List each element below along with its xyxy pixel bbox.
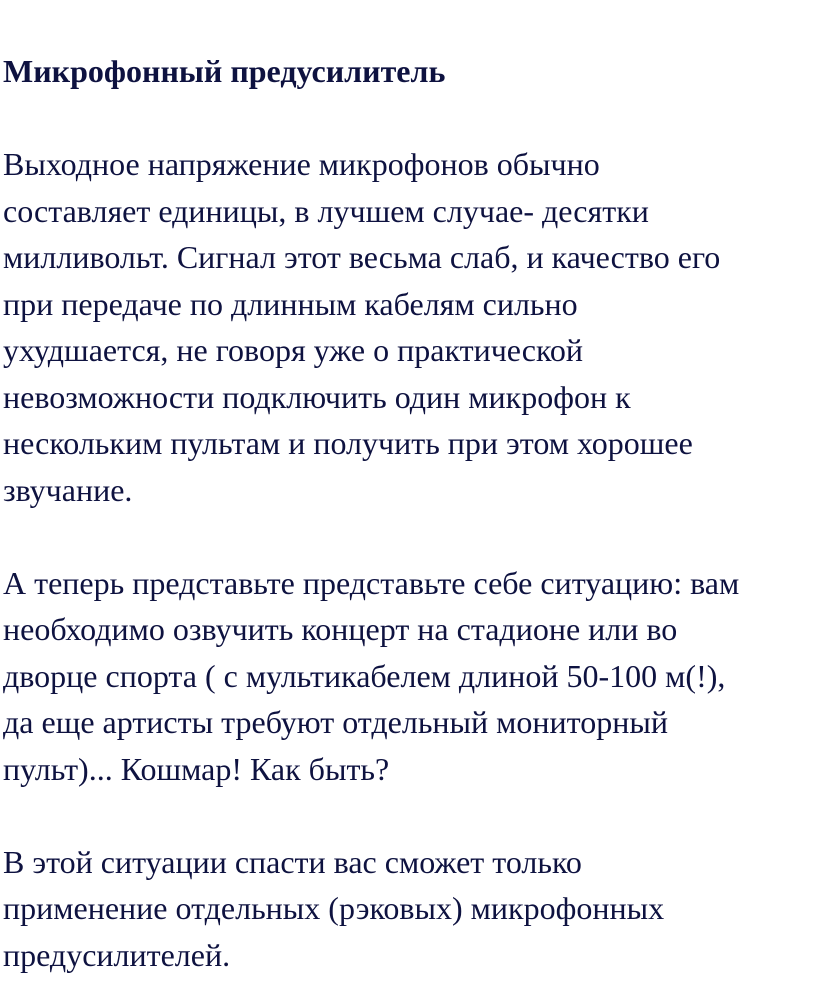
text-line: ухудшается, не говоря уже о практической xyxy=(3,332,584,368)
text-line: А теперь представьте представьте себе ситуацию: вам xyxy=(3,564,740,601)
text-line: составляет единицы, в лучшем случае- десятки xyxy=(3,192,649,229)
spacer xyxy=(3,95,813,142)
paragraph-2 xyxy=(3,560,813,793)
text-line: невозможности подключить один микрофон к xyxy=(3,378,631,415)
text-line: В этой ситуации спасти вас сможет только xyxy=(3,843,582,880)
text-line: применение отдельных (рэковых) микрофонных xyxy=(3,890,665,926)
text-line: нескольким пультам и получить при этом хорошее xyxy=(3,425,693,461)
document-body xyxy=(3,48,813,978)
text-line: предусилителей. xyxy=(3,936,231,973)
text-line: дворце спорта ( с мультикабелем длиной 50-100 м(!), xyxy=(3,657,726,694)
spacer xyxy=(3,513,813,560)
text-line: необходимо озвучить концерт на стадионе или во xyxy=(3,611,678,647)
text-line: звучание. xyxy=(3,471,133,508)
spacer xyxy=(3,792,813,839)
text-line: Выходное напряжение микрофонов обычно xyxy=(3,146,600,182)
paragraph-3 xyxy=(3,839,813,979)
text-line: да еще артисты требуют отдельный мониторный xyxy=(3,704,668,740)
text-line: при передаче по длинным кабелям сильно xyxy=(3,285,578,322)
text-line: милливольт. Сигнал этот весьма слаб, и качество его xyxy=(3,239,721,275)
text-line: пульт)... Кошмар! Как быть? xyxy=(3,750,390,787)
document-title: Микрофонный предусилитель xyxy=(3,53,446,89)
paragraph-1 xyxy=(3,141,813,513)
